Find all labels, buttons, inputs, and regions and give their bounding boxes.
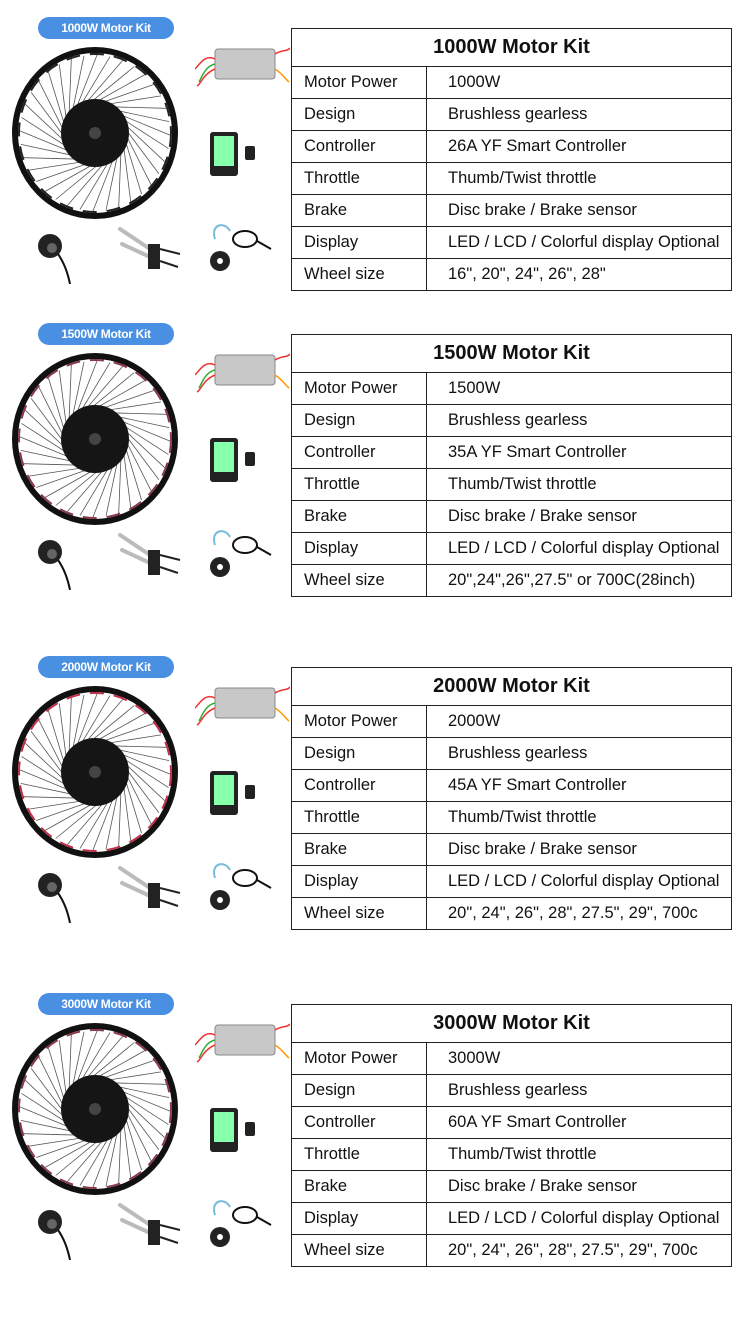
- spec-row: [292, 99, 732, 131]
- spec-row: [292, 405, 732, 437]
- controller-image: [195, 663, 290, 743]
- spec-value: Brushless gearless: [427, 405, 732, 437]
- spec-value: LED / LCD / Colorful display Optional: [427, 533, 732, 565]
- spec-label: Wheel size: [292, 259, 427, 291]
- spec-label: Motor Power: [292, 373, 427, 405]
- spec-row: [292, 163, 732, 195]
- spec-row: [292, 770, 732, 802]
- spec-value: LED / LCD / Colorful display Optional: [427, 866, 732, 898]
- spec-value: 2000W: [427, 706, 732, 738]
- spec-row: [292, 195, 732, 227]
- spec-table-title: 3000W Motor Kit: [292, 1005, 732, 1043]
- spec-row: [292, 1075, 732, 1107]
- spec-table: [291, 334, 732, 597]
- spec-row: [292, 501, 732, 533]
- spec-row: [292, 738, 732, 770]
- spec-label: Brake: [292, 195, 427, 227]
- spec-value: Disc brake / Brake sensor: [427, 195, 732, 227]
- spec-value: Brushless gearless: [427, 1075, 732, 1107]
- spec-label: Controller: [292, 1107, 427, 1139]
- controller-image: [195, 330, 290, 410]
- kit-badge: 1000W Motor Kit: [38, 17, 174, 39]
- spec-label: Design: [292, 405, 427, 437]
- spec-label: Throttle: [292, 163, 427, 195]
- spec-value: 45A YF Smart Controller: [427, 770, 732, 802]
- spec-label: Controller: [292, 437, 427, 469]
- spec-value: Thumb/Twist throttle: [427, 469, 732, 501]
- spec-table-title: 2000W Motor Kit: [292, 668, 732, 706]
- spec-label: Wheel size: [292, 565, 427, 597]
- spec-value: Disc brake / Brake sensor: [427, 1171, 732, 1203]
- spec-label: Display: [292, 1203, 427, 1235]
- spec-value: Thumb/Twist throttle: [427, 802, 732, 834]
- brake-lever-image: [110, 858, 185, 918]
- spec-row: [292, 834, 732, 866]
- spec-value: Disc brake / Brake sensor: [427, 834, 732, 866]
- spec-value: Brushless gearless: [427, 99, 732, 131]
- spec-row: [292, 469, 732, 501]
- spec-label: Controller: [292, 131, 427, 163]
- spec-row: [292, 1043, 732, 1075]
- spec-value: Disc brake / Brake sensor: [427, 501, 732, 533]
- spec-label: Design: [292, 99, 427, 131]
- pas-sensor-image: [205, 858, 275, 913]
- spec-table-title: 1000W Motor Kit: [292, 29, 732, 67]
- spec-value: LED / LCD / Colorful display Optional: [427, 227, 732, 259]
- spec-label: Throttle: [292, 1139, 427, 1171]
- brake-lever-image: [110, 1195, 185, 1255]
- spec-label: Wheel size: [292, 898, 427, 930]
- spec-value: 20", 24", 26", 28", 27.5", 29", 700c: [427, 898, 732, 930]
- spec-row: [292, 131, 732, 163]
- pas-sensor-image: [205, 525, 275, 580]
- kit-badge: 3000W Motor Kit: [38, 993, 174, 1015]
- spec-label: Display: [292, 227, 427, 259]
- spec-row: [292, 437, 732, 469]
- brake-lever-image: [110, 525, 185, 585]
- spec-label: Display: [292, 533, 427, 565]
- spec-row: [292, 1235, 732, 1267]
- display-image: [195, 1100, 285, 1160]
- spec-row: [292, 898, 732, 930]
- spec-row: [292, 565, 732, 597]
- spec-label: Throttle: [292, 802, 427, 834]
- spec-value: 26A YF Smart Controller: [427, 131, 732, 163]
- spec-label: Design: [292, 738, 427, 770]
- hub-motor-wheel-image: [10, 352, 180, 527]
- spec-value: LED / LCD / Colorful display Optional: [427, 1203, 732, 1235]
- spec-value: 16", 20", 24", 26", 28": [427, 259, 732, 291]
- spec-row: [292, 227, 732, 259]
- motor-kit-section: [0, 327, 750, 665]
- spec-value: Thumb/Twist throttle: [427, 1139, 732, 1171]
- spec-table: [291, 1004, 732, 1267]
- display-image: [195, 124, 285, 184]
- throttle-image: [30, 530, 80, 590]
- display-image: [195, 763, 285, 823]
- spec-label: Design: [292, 1075, 427, 1107]
- spec-row: [292, 1139, 732, 1171]
- controller-image: [195, 24, 290, 104]
- spec-label: Throttle: [292, 469, 427, 501]
- spec-row: [292, 67, 732, 99]
- spec-label: Brake: [292, 1171, 427, 1203]
- spec-value: Brushless gearless: [427, 738, 732, 770]
- motor-kit-section: [0, 21, 750, 359]
- spec-table-title: 1500W Motor Kit: [292, 335, 732, 373]
- spec-row: [292, 259, 732, 291]
- spec-row: [292, 706, 732, 738]
- spec-row: [292, 1107, 732, 1139]
- spec-value: Thumb/Twist throttle: [427, 163, 732, 195]
- spec-value: 1000W: [427, 67, 732, 99]
- hub-motor-wheel-image: [10, 685, 180, 860]
- spec-label: Wheel size: [292, 1235, 427, 1267]
- kit-badge: 1500W Motor Kit: [38, 323, 174, 345]
- motor-kit-section: [0, 660, 750, 998]
- spec-row: [292, 866, 732, 898]
- spec-row: [292, 1171, 732, 1203]
- spec-label: Controller: [292, 770, 427, 802]
- spec-value: 35A YF Smart Controller: [427, 437, 732, 469]
- brake-lever-image: [110, 219, 185, 279]
- spec-table: [291, 667, 732, 930]
- spec-row: [292, 533, 732, 565]
- motor-kit-section: [0, 997, 750, 1335]
- throttle-image: [30, 1200, 80, 1260]
- spec-label: Brake: [292, 501, 427, 533]
- controller-image: [195, 1000, 290, 1080]
- spec-value: 60A YF Smart Controller: [427, 1107, 732, 1139]
- pas-sensor-image: [205, 219, 275, 274]
- spec-row: [292, 802, 732, 834]
- spec-value: 1500W: [427, 373, 732, 405]
- throttle-image: [30, 224, 80, 284]
- spec-table: [291, 28, 732, 291]
- hub-motor-wheel-image: [10, 46, 180, 221]
- kit-badge: 2000W Motor Kit: [38, 656, 174, 678]
- throttle-image: [30, 863, 80, 923]
- hub-motor-wheel-image: [10, 1022, 180, 1197]
- spec-row: [292, 1203, 732, 1235]
- spec-label: Brake: [292, 834, 427, 866]
- spec-value: 20",24",26",27.5" or 700C(28inch): [427, 565, 732, 597]
- spec-label: Motor Power: [292, 706, 427, 738]
- spec-label: Motor Power: [292, 1043, 427, 1075]
- spec-row: [292, 373, 732, 405]
- spec-label: Display: [292, 866, 427, 898]
- spec-label: Motor Power: [292, 67, 427, 99]
- pas-sensor-image: [205, 1195, 275, 1250]
- spec-value: 3000W: [427, 1043, 732, 1075]
- display-image: [195, 430, 285, 490]
- spec-value: 20", 24", 26", 28", 27.5", 29", 700c: [427, 1235, 732, 1267]
